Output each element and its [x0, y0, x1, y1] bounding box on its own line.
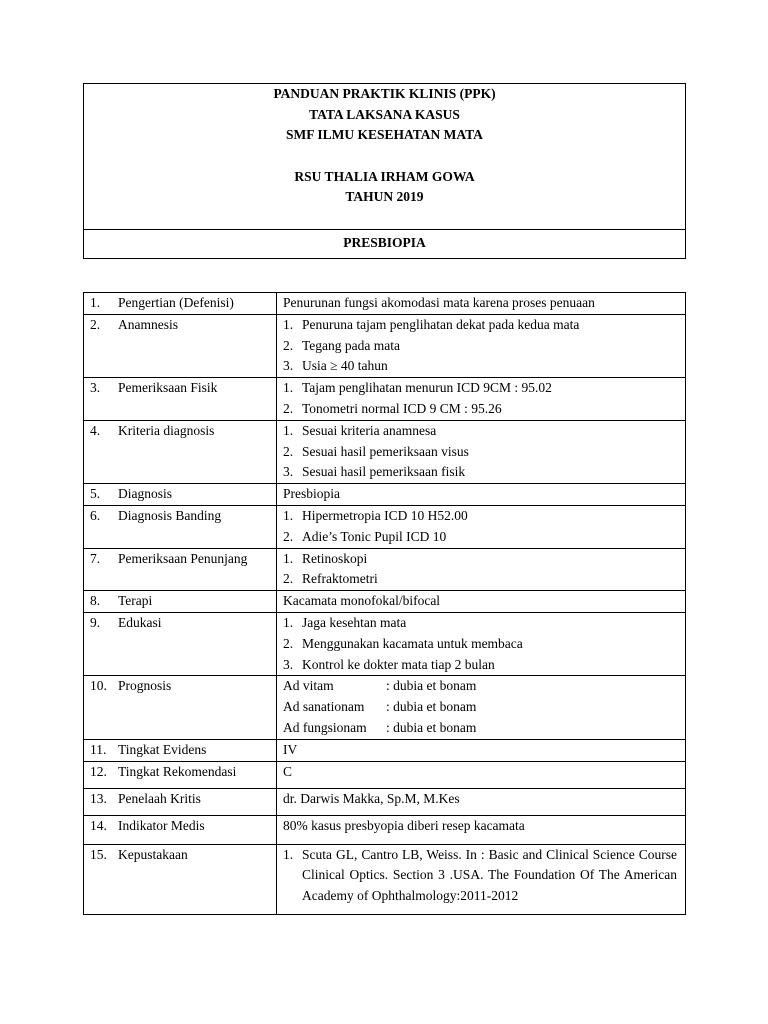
- row-number: 11.: [90, 741, 107, 757]
- list-item-text: Refraktometri: [302, 571, 378, 587]
- list-item-text: Sesuai hasil pemeriksaan visus: [302, 443, 469, 459]
- row-content-cell: [277, 378, 686, 421]
- row-content-text: Presbiopia: [283, 486, 340, 502]
- row-number: 12.: [90, 763, 107, 779]
- list-item: [283, 845, 685, 907]
- row-number: 5.: [90, 486, 101, 502]
- list-item: [283, 655, 685, 676]
- table-row: [84, 739, 686, 761]
- header-box: [83, 83, 686, 259]
- list-item-number: 2.: [283, 400, 294, 416]
- list-item: [283, 336, 685, 357]
- numbered-list: [283, 845, 685, 907]
- row-content-cell: [277, 815, 686, 844]
- list-item-text: Sesuai hasil pemeriksaan fisik: [302, 464, 466, 480]
- row-label: Tingkat Evidens: [118, 741, 207, 757]
- list-item-text: Sesuai kriteria anamnesa: [302, 422, 437, 438]
- list-item: [283, 442, 685, 463]
- row-number: 1.: [90, 295, 101, 310]
- row-label-cell: [84, 739, 277, 761]
- list-item-text: Tonometri normal ICD 9 CM : 95.26: [302, 400, 502, 416]
- list-item: [283, 378, 685, 399]
- list-item-number: 2.: [283, 571, 294, 587]
- header-line-3: SMF ILMU KESEHATAN MATA: [286, 127, 483, 142]
- prognosis-value: : dubia et bonam: [386, 719, 477, 735]
- row-content-cell: [277, 739, 686, 761]
- list-item-number: 3.: [283, 358, 294, 374]
- list-item: [283, 315, 685, 336]
- list-item-number: 2.: [283, 635, 294, 651]
- ppk-table: [83, 292, 686, 915]
- list-item: [283, 527, 685, 548]
- row-label-cell: [84, 484, 277, 506]
- list-item-text: Kontrol ke dokter mata tiap 2 bulan: [302, 656, 495, 672]
- list-item-number: 3.: [283, 656, 294, 672]
- document-title: PRESBIOPIA: [343, 235, 426, 250]
- table-row: [84, 314, 686, 377]
- row-label-cell: [84, 612, 277, 675]
- list-item-number: 1.: [283, 614, 294, 630]
- list-item-text: Usia ≥ 40 tahun: [302, 358, 388, 374]
- row-content-text: Kacamata monofokal/bifocal: [283, 593, 441, 609]
- list-item-text: Retinoskopi: [302, 550, 368, 566]
- row-label: Anamnesis: [118, 316, 178, 332]
- header-line-1: PANDUAN PRAKTIK KLINIS (PPK): [273, 86, 496, 101]
- row-content-cell: [277, 505, 686, 548]
- row-label: Terapi: [118, 593, 153, 609]
- row-number: 3.: [90, 380, 101, 396]
- row-label: Indikator Medis: [118, 817, 205, 833]
- row-content-cell: [277, 612, 686, 675]
- list-item-text: Adie’s Tonic Pupil ICD 10: [302, 528, 447, 544]
- list-item-number: 1.: [283, 846, 294, 862]
- table-row: [84, 484, 686, 506]
- row-label: Pemeriksaan Fisik: [118, 380, 218, 396]
- prognosis-key: Ad fungsionam: [283, 719, 367, 735]
- row-label-cell: [84, 788, 277, 815]
- list-item-text: Hipermetropia ICD 10 H52.00: [302, 507, 468, 523]
- row-label-cell: [84, 844, 277, 914]
- table-row: [84, 815, 686, 844]
- row-label: Pengertian (Defenisi): [118, 295, 234, 310]
- table-row: [84, 378, 686, 421]
- row-label-cell: [84, 293, 277, 315]
- row-number: 4.: [90, 422, 101, 438]
- row-number: 2.: [90, 316, 101, 332]
- list-item-number: 1.: [283, 316, 294, 332]
- row-number: 15.: [90, 846, 107, 862]
- prognosis-line: [283, 697, 685, 718]
- row-label-cell: [84, 548, 277, 591]
- list-item-number: 2.: [283, 528, 294, 544]
- row-number: 13.: [90, 790, 107, 806]
- row-number: 8.: [90, 593, 101, 609]
- row-content-cell: [277, 548, 686, 591]
- row-label-cell: [84, 378, 277, 421]
- list-item-number: 1.: [283, 507, 294, 523]
- numbered-list: [283, 506, 685, 548]
- list-item-text: Jaga kesehtan mata: [302, 614, 407, 630]
- row-content-text: 80% kasus presbyopia diberi resep kacamata: [283, 817, 525, 833]
- row-number: 14.: [90, 817, 107, 833]
- numbered-list: [283, 315, 685, 377]
- row-label-cell: [84, 815, 277, 844]
- row-label: Prognosis: [118, 678, 172, 694]
- row-label-cell: [84, 591, 277, 613]
- list-item: [283, 462, 685, 483]
- table-row: [84, 761, 686, 788]
- table-row: [84, 293, 686, 315]
- row-label-cell: [84, 420, 277, 483]
- row-content-cell: [277, 591, 686, 613]
- row-content-cell: [277, 788, 686, 815]
- row-content-text: IV: [283, 741, 298, 757]
- header-line-4: RSU THALIA IRHAM GOWA: [294, 168, 475, 184]
- list-item-number: 1.: [283, 550, 294, 566]
- row-label-cell: [84, 314, 277, 377]
- list-item: [283, 634, 685, 655]
- numbered-list: [283, 378, 685, 420]
- prognosis-key: Ad vitam: [283, 678, 334, 694]
- row-label: Penelaah Kritis: [118, 790, 201, 806]
- list-item-text: Tegang pada mata: [302, 337, 401, 353]
- numbered-list: [283, 613, 685, 675]
- row-content-cell: [277, 314, 686, 377]
- list-item-text: Menggunakan kacamata untuk membaca: [302, 635, 523, 651]
- row-label-cell: [84, 676, 277, 739]
- table-row: [84, 612, 686, 675]
- prognosis-line: [283, 676, 685, 697]
- list-item: [283, 399, 685, 420]
- row-content-cell: [277, 420, 686, 483]
- row-number: 9.: [90, 614, 101, 630]
- list-item-text: Scuta GL, Cantro LB, Weiss. In : Basic and Clinical Science Course Clinical Optics. Section 3 .USA. The Foundation Of The American Academy of Ophthalmology:2011-2012: [302, 846, 677, 904]
- row-content-cell: [277, 293, 686, 315]
- prognosis-key: Ad sanationam: [283, 699, 365, 715]
- row-content-text: dr. Darwis Makka, Sp.M, M.Kes: [283, 790, 460, 806]
- list-item-number: 1.: [283, 380, 294, 396]
- prognosis-value: : dubia et bonam: [386, 699, 477, 715]
- row-content-cell: [277, 844, 686, 914]
- row-content-cell: [277, 761, 686, 788]
- table-row: [84, 548, 686, 591]
- row-content-cell: [277, 484, 686, 506]
- row-number: 6.: [90, 507, 101, 523]
- list-item-number: 3.: [283, 464, 294, 480]
- table-row: [84, 676, 686, 739]
- list-item-number: 2.: [283, 337, 294, 353]
- row-label-cell: [84, 761, 277, 788]
- row-label: Diagnosis Banding: [118, 507, 222, 523]
- list-item-text: Tajam penglihatan menurun ICD 9CM : 95.02: [302, 380, 552, 396]
- table-row: [84, 788, 686, 815]
- table-row: [84, 844, 686, 914]
- row-label: Diagnosis: [118, 486, 172, 502]
- row-content-cell: [277, 676, 686, 739]
- row-label: Kriteria diagnosis: [118, 422, 215, 438]
- prognosis-line: [283, 718, 685, 739]
- list-item: [283, 569, 685, 590]
- header-line-5: TAHUN 2019: [345, 189, 424, 204]
- list-item: [283, 549, 685, 570]
- header-line-2: TATA LAKSANA KASUS: [309, 106, 460, 122]
- row-content-text: C: [283, 763, 293, 779]
- list-item: [283, 356, 685, 377]
- table-row: [84, 505, 686, 548]
- row-number: 10.: [90, 678, 107, 694]
- row-number: 7.: [90, 550, 101, 566]
- list-item: [283, 421, 685, 442]
- row-label: Pemeriksaan Penunjang: [118, 550, 248, 566]
- row-label: Edukasi: [118, 614, 162, 630]
- table-row: [84, 591, 686, 613]
- numbered-list: [283, 421, 685, 483]
- list-item-text: Penuruna tajam penglihatan dekat pada kedua mata: [302, 316, 580, 332]
- list-item: [283, 506, 685, 527]
- prognosis-value: : dubia et bonam: [386, 678, 477, 694]
- row-label: Tingkat Rekomendasi: [118, 763, 237, 779]
- table-row: [84, 420, 686, 483]
- list-item: [283, 613, 685, 634]
- numbered-list: [283, 549, 685, 591]
- row-content-text: Penurunan fungsi akomodasi mata karena proses penuaan: [283, 295, 595, 310]
- header-block: [84, 84, 685, 230]
- list-item-number: 2.: [283, 443, 294, 459]
- row-label-cell: [84, 505, 277, 548]
- list-item-number: 1.: [283, 422, 294, 438]
- row-label: Kepustakaan: [118, 846, 188, 862]
